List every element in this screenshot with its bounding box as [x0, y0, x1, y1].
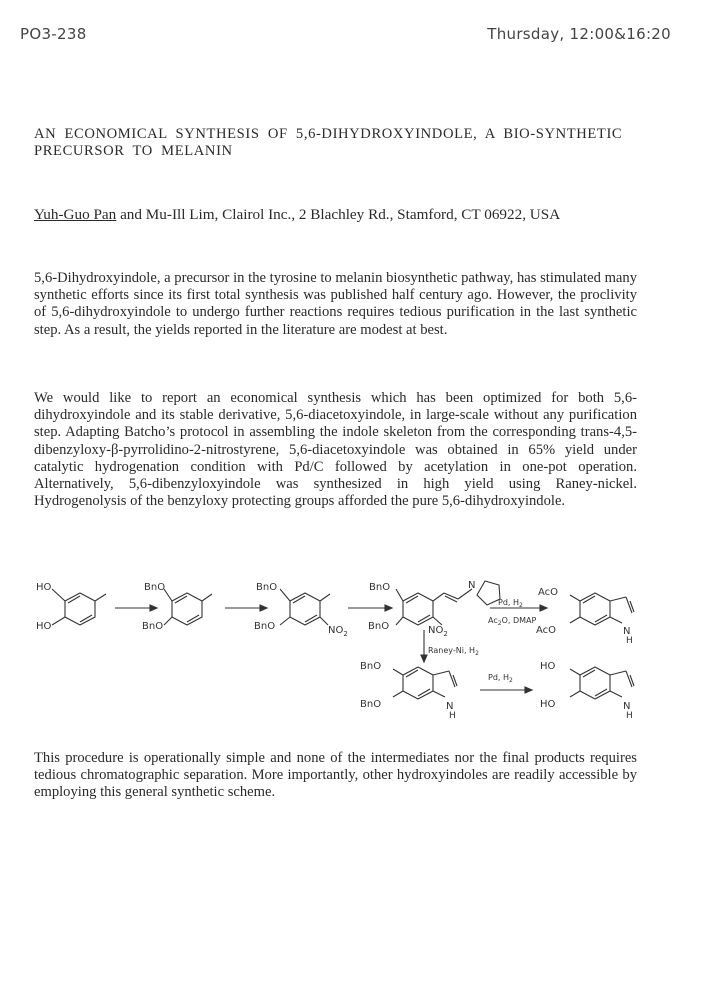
- author-affiliation: and Mu-Ill Lim, Clairol Inc., 2 Blachley Rd., Stamford, CT 06922, USA: [116, 206, 561, 223]
- paragraph-conclusion: This procedure is operationally simple and none of the intermediates nor the final products requires tedious chromatographic separation. More importantly, other hydroxyindoles are readily accessible by employing this general synthetic scheme.: [34, 750, 637, 801]
- paragraph-introduction: 5,6-Dihydroxyindole, a precursor in the tyrosine to melanin biosynthetic pathway, has stimulated many synthetic efforts since its first total synthesis was published half century ago. However, the proclivity of 5,6-dihydroxyindole to undergo further reactions requires tedious purification in the last synthetic step. As a result, the yields reported in the literature are modest at best.: [34, 270, 637, 338]
- session-date: Thursday, 12:00&16:20: [487, 25, 671, 43]
- paragraph-method: We would like to report an economical synthesis which has been optimized for both 5,6-dihydroxyindole and its stable derivative, 5,6-diacetoxyindole, in large-scale without any purification step. Adapting Batcho’s protocol in assembling the indole skeleton from the corresponding trans-4,5-dibenzyloxy-β-pyrrolidino-2-nitrostyrene, 5,6-diacetoxyindole was obtained in 65% yield under catalytic hydrogenation condition with Pd/C followed by acetylation in one-pot operation. Alternatively, 5,6-dibenzyloxyindole was synthesized in high yield using Raney-nickel. Hydrogenolysis of the benzyloxy protecting groups afforded the pure 5,6-dihydroxyindole.: [34, 390, 637, 510]
- label-nh-h-2: H: [449, 711, 456, 721]
- label-ac2o-dmap: $Ac_2O$, DMAP: [488, 616, 537, 627]
- label-nh-h-3: H: [626, 711, 633, 721]
- label-bno-3: BnO: [256, 582, 278, 593]
- reaction-arrow-3: [348, 605, 392, 611]
- label-nh-n-3: N: [623, 701, 631, 712]
- catechol-compound: [52, 589, 106, 625]
- dihydroxyindole: [570, 667, 634, 699]
- label-raney-ni: Raney-Ni, $H_2$: [428, 646, 479, 657]
- pyrrolidino-nitrostyrene: [396, 581, 500, 625]
- label-ho-3: HO: [540, 661, 556, 672]
- label-pd-h2-2: Pd, $H_2$: [488, 673, 513, 684]
- label-bno-4: BnO: [254, 621, 276, 632]
- diacetoxyindole: [570, 593, 634, 625]
- label-pyrrolidine-n: N: [468, 580, 476, 591]
- label-pd-h2: Pd, $H_2$: [498, 598, 523, 609]
- label-no2-1: $NO_2$: [328, 625, 348, 638]
- label-ho-4: HO: [540, 699, 556, 710]
- label-bno-6: BnO: [368, 621, 390, 632]
- label-aco-2: AcO: [536, 625, 557, 636]
- label-bno-8: BnO: [360, 699, 382, 710]
- reaction-arrow-down: [421, 630, 427, 662]
- label-no2-2: $NO_2$: [428, 625, 448, 638]
- document-code: PO3-238: [20, 25, 87, 43]
- label-nh-h-1: H: [626, 636, 633, 646]
- reaction-arrow-2: [225, 605, 267, 611]
- reaction-arrow-1: [115, 605, 157, 611]
- label-bno-5: BnO: [369, 582, 391, 593]
- label-nh-n-1: N: [623, 626, 631, 637]
- label-ho-1: HO: [36, 582, 52, 593]
- label-bno-7: BnO: [360, 661, 382, 672]
- label-nh-n-2: N: [446, 701, 454, 712]
- label-bno-2: BnO: [142, 621, 164, 632]
- label-ho-2: HO: [36, 621, 52, 632]
- authors-line: [34, 206, 637, 224]
- nitro-toluene: [280, 589, 330, 625]
- reaction-arrow-5: [480, 687, 532, 693]
- dibenzyloxyindole: [393, 667, 457, 699]
- presenting-author: Yuh-Guo Pan: [34, 206, 117, 223]
- reaction-scheme: [30, 575, 670, 725]
- label-bno-1: BnO: [144, 582, 166, 593]
- paper-title: AN ECONOMICAL SYNTHESIS OF 5,6-DIHYDROXYINDOLE, A BIO-SYNTHETIC PRECURSOR TO MELANIN: [34, 126, 623, 160]
- dibenzyloxy-toluene: [164, 589, 212, 625]
- label-aco-1: AcO: [538, 587, 559, 598]
